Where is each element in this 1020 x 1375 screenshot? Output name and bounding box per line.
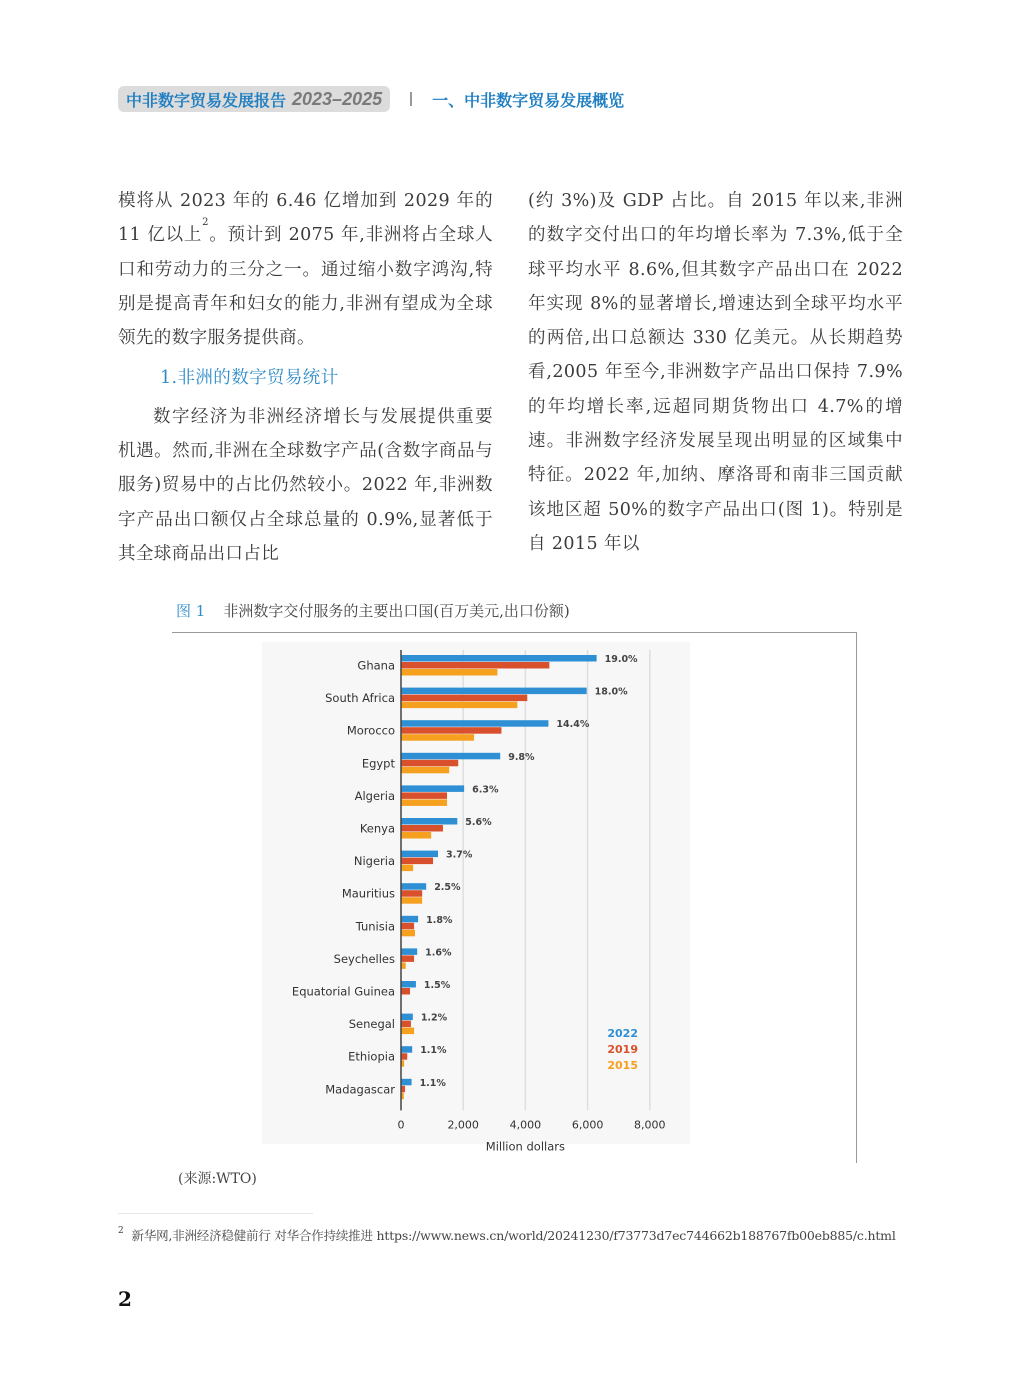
bar-2022	[401, 688, 587, 695]
running-header	[118, 86, 624, 112]
figure-source: (来源:WTO)	[178, 1171, 257, 1187]
share-data-label: 9.8%	[508, 751, 535, 763]
subheading: 1.非洲的数字贸易统计	[160, 368, 339, 389]
share-data-label: 2.5%	[434, 882, 461, 894]
share-data-label: 1.6%	[425, 947, 452, 959]
category-label: Madagascar	[325, 1082, 395, 1097]
category-label: Egypt	[361, 756, 395, 771]
bar-2019	[401, 792, 447, 799]
bar-2022	[401, 655, 597, 662]
x-tick-label: 6,000	[571, 1118, 604, 1132]
category-label: Mauritius	[341, 886, 395, 901]
footnote	[118, 1226, 896, 1244]
bar-2015	[401, 799, 447, 806]
footnote-number: 2	[118, 1226, 124, 1236]
paragraph-text: 模将从 2023 年的 6.46 亿增加到 2029 年的 11 亿以上	[118, 191, 493, 246]
category-label: Tunisia	[355, 919, 395, 934]
bar-2015	[401, 865, 413, 872]
bar-2022	[401, 981, 416, 988]
paragraph	[118, 184, 493, 355]
bar-2022	[401, 1079, 412, 1086]
share-data-label: 1.1%	[420, 1045, 447, 1057]
bar-2019	[401, 988, 410, 995]
bar-2019	[401, 1053, 407, 1060]
share-data-label: 1.2%	[420, 1012, 448, 1024]
category-label: South Africa	[325, 691, 395, 706]
share-data-label: 19.0%	[604, 654, 638, 665]
header-divider	[410, 92, 412, 106]
bar-2015	[401, 669, 497, 676]
share-data-label: 3.7%	[446, 849, 473, 861]
share-data-label: 1.8%	[426, 914, 453, 926]
book-title: 中非数字贸易发展报告	[126, 90, 287, 110]
x-axis-label: Million dollars	[485, 1139, 565, 1154]
x-tick-label: 4,000	[509, 1118, 542, 1132]
bar-2015	[401, 832, 431, 839]
bar-2019	[401, 695, 527, 702]
bar-2022	[401, 818, 457, 825]
left-column	[118, 184, 493, 571]
bar-2022	[401, 916, 418, 923]
bar-2019	[401, 923, 414, 930]
category-label: Kenya	[359, 821, 395, 836]
bar-2022	[401, 753, 500, 760]
share-data-label: 18.0%	[594, 686, 628, 698]
bar-2019	[401, 825, 443, 832]
share-data-label: 6.3%	[472, 784, 499, 796]
category-label: Morocco	[346, 723, 395, 738]
legend-item-2019: 2019	[607, 1043, 638, 1056]
bar-2015	[401, 767, 449, 774]
category-label: Equatorial Guinea	[291, 984, 395, 999]
paragraph: 数字经济为非洲经济增长与发展提供重要机遇。然而,非洲在全球数字产品(含数字商品与服务)贸易中的占比仍然较小。2022 年,非洲数字产品出口额仅占全球总量的 0.9%,显著低于其全球商品出口占比	[118, 406, 493, 564]
right-column	[528, 184, 903, 561]
bar-2019	[401, 890, 422, 897]
book-title-badge	[118, 86, 390, 112]
share-data-label: 1.5%	[423, 980, 451, 991]
bar-2022	[401, 1014, 413, 1021]
bar-2019	[401, 760, 458, 767]
paragraph-text: 。预计到 2075 年,非洲将占全球人口和劳动力的三分之一。通过缩小数字鸿沟,特别是提高青年和妇女的能力,非洲有望成为全球领先的数字服务提供商。	[118, 225, 493, 349]
footnote-ref[interactable]: 2	[202, 217, 209, 229]
bar-2015	[401, 897, 422, 904]
bar-2015	[401, 930, 415, 937]
bar-2022	[401, 851, 438, 858]
bar-2022	[401, 883, 426, 890]
x-tick-label: 2,000	[447, 1118, 479, 1132]
book-years: 2023–2025	[292, 88, 383, 109]
paragraph: (约 3%)及 GDP 占比。自 2015 年以来,非洲的数字交付出口的年均增长率为 7.3%,低于全球平均水平 8.6%,但其数字产品出口在 2022 年实现 8%的显著增长,增速达到全球平均水平的两倍,出口总额达 330 亿美元。从长期趋势看,2005 年至今,非洲数字产品出口保持 7.9%的年均增长率,远超同期货物出口 4.7%的增速。非洲数字经济发展呈现出明显的区域集中特征。2022 年,加纳、摩洛哥和南非三国贡献该地区超 50%的数字产品出口(图 1)。特别是自 2015 年以	[528, 191, 903, 554]
bar-2022	[401, 948, 417, 955]
category-label: Ghana	[357, 658, 395, 673]
figure-number: 图 1	[176, 602, 206, 620]
share-data-label: 5.6%	[465, 817, 492, 828]
figure-title: 非洲数字交付服务的主要出口国(百万美元,出口份额)	[223, 602, 570, 620]
category-label: Senegal	[348, 1017, 395, 1032]
bar-2019	[401, 858, 433, 865]
bar-2022	[401, 1046, 412, 1053]
footnote-divider	[118, 1213, 313, 1214]
section-title: 一、中非数字贸易发展概览	[432, 90, 625, 110]
bar-2019	[401, 662, 549, 669]
bar-2015	[401, 734, 474, 741]
page-number: 2	[118, 1287, 132, 1311]
bar-2022	[401, 785, 464, 792]
x-tick-label: 8,000	[634, 1118, 666, 1132]
bar-2015	[401, 702, 517, 709]
category-label: Nigeria	[353, 854, 395, 869]
share-data-label: 14.4%	[556, 719, 590, 731]
figure-caption	[176, 600, 570, 621]
bar-2019	[401, 727, 501, 734]
bar-chart	[262, 642, 690, 1154]
category-label: Algeria	[354, 788, 395, 803]
share-data-label: 1.1%	[419, 1077, 446, 1089]
category-label: Ethiopia	[348, 1049, 395, 1064]
bar-2019	[401, 955, 414, 962]
legend-item-2022: 2022	[607, 1027, 638, 1040]
x-tick-label: 0	[397, 1118, 405, 1132]
bar-2022	[401, 720, 548, 727]
footnote-text: 新华网,非洲经济稳健前行 对华合作持续推进 https://www.news.cn/world/20241230/f73773d7ec744662b188767fb00eb885/c.html	[131, 1228, 896, 1243]
bar-2019	[401, 1021, 411, 1028]
bar-2015	[401, 1028, 414, 1035]
category-label: Seychelles	[333, 951, 395, 966]
legend-item-2015: 2015	[607, 1059, 638, 1072]
